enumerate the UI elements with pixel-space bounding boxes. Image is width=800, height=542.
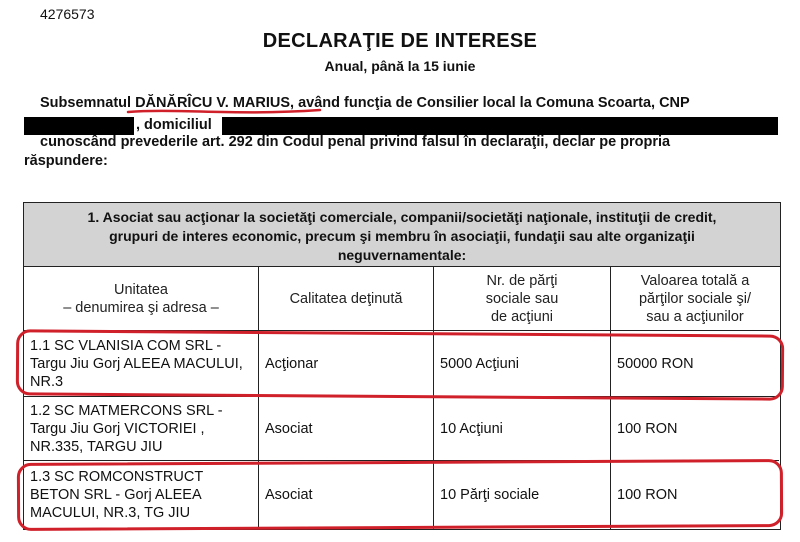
declaration-prefix: Subsemnatul — [40, 95, 132, 111]
column-header-value: Valoarea totală a părţilor sociale şi/ sau a acţiunilor — [611, 267, 779, 331]
declarant-name: DĂNĂRÎCU V. MARIUS, — [135, 95, 295, 111]
row-3-shares: 10 Părţi sociale — [434, 461, 611, 529]
row-1-unit: 1.1 SC VLANISIA COM SRL - Targu Jiu Gorj ALEEA MACULUI, NR.3 — [24, 331, 259, 397]
row-2-unit: 1.2 SC MATMERCONS SRL - Targu Jiu Gorj VICTORIEI , NR.335, TARGU JIU — [24, 397, 259, 461]
row-1-value: 50000 RON — [611, 331, 779, 397]
declaration-line-3: cunoscând prevederile art. 292 din Codul penal privind falsul în declaraţii, declar pe propria — [40, 134, 671, 150]
column-header-shares: Nr. de părţi sociale sau de acţiuni — [434, 267, 611, 331]
declaration-domicile: , domiciliul — [136, 117, 212, 133]
row-2-shares: 10 Acţiuni — [434, 397, 611, 461]
highlight-row-3-annotation — [17, 459, 783, 531]
highlight-row-1-annotation — [16, 329, 784, 400]
column-header-role: Calitatea deţinută — [259, 267, 434, 331]
row-1-role: Acţionar — [259, 331, 434, 397]
declaration-line-4: răspundere: — [24, 153, 108, 169]
column-header-unit: Unitatea – denumirea şi adresa – — [24, 267, 259, 331]
document-number: 4276573 — [40, 6, 95, 22]
row-2-value: 100 RON — [611, 397, 779, 461]
section-title: 1. Asociat sau acţionar la societăţi comerciale, companii/societăţi naţionale, instituţii de credit, grupuri de interes economic, precum şi membru în asociaţii, fundaţii sau alte organizaţii neguvernamentale: — [24, 203, 780, 267]
row-3-value: 100 RON — [617, 487, 678, 503]
row-2-role: Asociat — [259, 397, 434, 461]
redacted-address — [222, 117, 778, 135]
page-title: DECLARAŢIE DE INTERESE — [262, 30, 538, 52]
declaration-function: având funcţia de Consilier local la Comuna Scoarta, CNP — [298, 95, 690, 111]
row-3-unit: 1.3 SC ROMCONSTRUCT BETON SRL - Gorj ALEEA MACULUI, NR.3, TG JIU — [24, 461, 259, 529]
row-1-shares: 5000 Acţiuni — [434, 331, 611, 397]
redacted-cnp — [24, 117, 134, 135]
page-subtitle: Anual, până la 15 iunie — [324, 58, 476, 74]
row-3-role: Asociat — [259, 461, 434, 529]
